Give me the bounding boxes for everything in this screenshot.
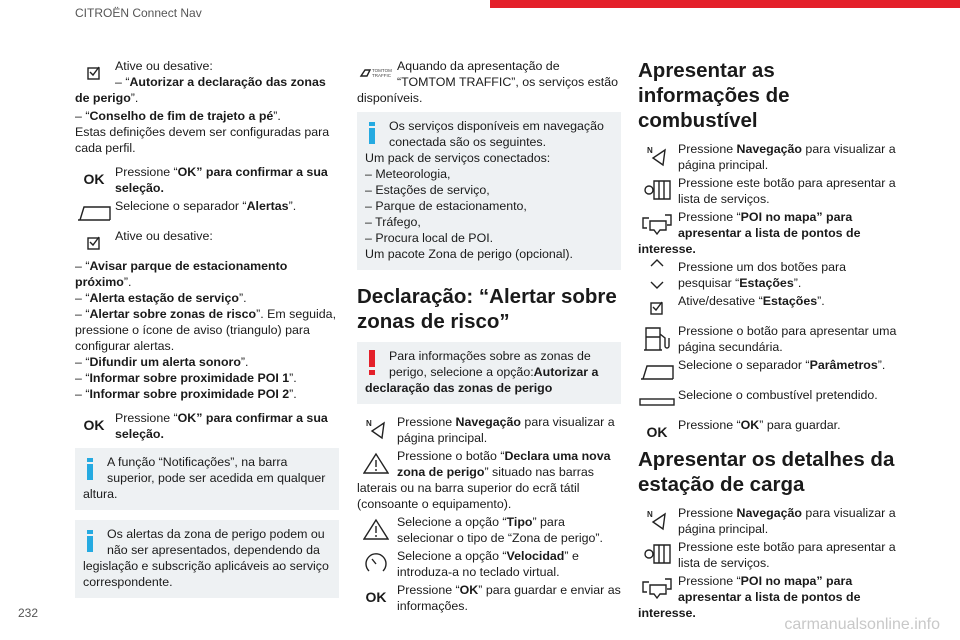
text-run: Tipo xyxy=(506,515,533,529)
text-run: Pressione “ xyxy=(678,210,741,224)
text-run: Pressione o botão “ xyxy=(397,449,505,463)
text-line xyxy=(638,141,902,173)
info-note xyxy=(75,448,339,510)
text-line xyxy=(357,448,621,512)
text-run: Velocidad xyxy=(506,549,565,563)
text-run: Autorizar a declaração das zonas de perigo xyxy=(365,365,599,395)
text-run: ” para selecionar o tipo de “Zona de perigo”. xyxy=(397,515,603,545)
text-run: – “ xyxy=(75,291,90,305)
text-line xyxy=(75,164,339,196)
header-accent-bar xyxy=(490,0,960,8)
instruction xyxy=(75,164,339,196)
text-run: Estações xyxy=(739,276,794,290)
instruction xyxy=(75,58,339,106)
text-run: Pressione um dos botões para pesquisar “ xyxy=(678,260,847,290)
instruction xyxy=(75,198,339,214)
text-run: Aquando da apresentação de “TOMTOM TRAFFIC”, os serviços estão disponíveis. xyxy=(357,59,618,105)
instruction xyxy=(357,448,621,512)
section-heading xyxy=(638,58,902,133)
text-line xyxy=(365,246,613,262)
text-run: ” e introduza-a no teclado virtual. xyxy=(397,549,579,579)
text-line xyxy=(357,514,621,546)
text-run: Selecione a opção “ xyxy=(397,515,507,529)
text-run: – Tráfego, xyxy=(365,215,421,229)
text-line xyxy=(638,539,902,571)
column-left xyxy=(75,58,339,608)
instruction xyxy=(357,514,621,546)
text-run: – “ xyxy=(75,307,90,321)
instruction xyxy=(638,175,902,207)
navigation-icon xyxy=(638,505,676,535)
text-line xyxy=(638,387,902,403)
info-icon xyxy=(83,454,101,484)
text-run: ”. xyxy=(130,91,139,105)
text-run: – “ xyxy=(75,371,90,385)
text-run: OK” para confirmar a sua seleção. xyxy=(115,165,328,195)
text-run: ”. xyxy=(238,291,247,305)
text-run: Pressione xyxy=(678,142,737,156)
text-run: – “ xyxy=(115,75,130,89)
text-run: OK xyxy=(740,418,760,432)
running-header: CITROËN Connect Nav xyxy=(75,6,202,20)
checkbox-icon xyxy=(75,228,113,258)
text-run: Navegação xyxy=(455,415,521,429)
text-line xyxy=(365,118,613,150)
instruction xyxy=(75,410,339,442)
text-run: Alerta estação de serviço xyxy=(89,291,239,305)
text-run: – Procura local de POI. xyxy=(365,231,494,245)
text-line xyxy=(638,573,902,621)
text-line xyxy=(357,284,621,334)
text-run: Pressione xyxy=(678,506,737,520)
instruction xyxy=(357,582,621,614)
text-run: ”. xyxy=(289,387,297,401)
text-run: OK” para confirmar a sua seleção. xyxy=(115,411,328,441)
text-run: Um pack de serviços conectados: xyxy=(365,151,551,165)
text-line xyxy=(75,124,339,156)
column-right xyxy=(638,58,902,623)
text-run: ”. xyxy=(793,276,802,290)
services-icon xyxy=(638,539,676,569)
text-run: Estações xyxy=(762,294,818,308)
text-run: para visualizar a página principal. xyxy=(678,506,896,536)
text-run: Informar sobre proximidade POI 2 xyxy=(89,387,290,401)
text-line xyxy=(638,209,902,257)
text-line xyxy=(75,74,339,106)
text-run: Avisar parque de estacionamento próximo xyxy=(75,259,288,289)
instruction xyxy=(638,505,902,537)
text-line xyxy=(75,198,339,214)
column-middle xyxy=(357,58,621,616)
section-heading xyxy=(638,447,902,497)
text-line xyxy=(638,175,902,207)
text-line xyxy=(75,386,339,402)
text-run: Selecione a opção “ xyxy=(397,549,507,563)
text-line xyxy=(75,108,339,124)
text-run: Ative ou desative: xyxy=(115,229,213,243)
text-run: ”. xyxy=(288,199,297,213)
text-run: – “ xyxy=(75,259,90,273)
bar-icon xyxy=(638,387,676,417)
text-run: Autorizar a declaração das zonas de perigo xyxy=(75,75,326,105)
poi-map-icon xyxy=(638,209,676,239)
text-run: ”. xyxy=(877,358,886,372)
warning-icon xyxy=(357,448,395,478)
checkbox-icon xyxy=(75,58,113,88)
text-run: POI no mapa” para apresentar a lista de pontos de interesse. xyxy=(638,210,861,256)
text-run: ”. xyxy=(240,355,249,369)
text-line xyxy=(75,290,339,306)
text-run: Selecione o separador “ xyxy=(115,199,247,213)
text-run: Difundir um alerta sonoro xyxy=(89,355,241,369)
services-icon xyxy=(638,175,676,205)
text-line xyxy=(365,150,613,166)
navigation-icon xyxy=(357,414,395,444)
text-line xyxy=(75,58,339,74)
instruction xyxy=(638,323,902,355)
text-line xyxy=(357,548,621,580)
text-run: Pressione este botão para apresentar a lista de serviços. xyxy=(678,540,896,570)
instruction xyxy=(638,293,902,309)
text-run: A função “Notificações”, na barra superior, pode ser acedida em qualquer altura. xyxy=(83,455,326,501)
text-line xyxy=(638,505,902,537)
text-line xyxy=(75,354,339,370)
text-run: Conselho de fim de trajeto a pé xyxy=(89,109,274,123)
text-line xyxy=(365,214,613,230)
text-run: ” para guardar. xyxy=(759,418,841,432)
text-run: Selecione o combustível pretendido. xyxy=(678,388,878,402)
text-run: ”. xyxy=(817,294,825,308)
text-line xyxy=(75,410,339,442)
text-run: Um pacote Zona de perigo (opcional). xyxy=(365,247,574,261)
watermark: carmanualsonline.info xyxy=(784,616,940,633)
svg-text:TRAFFIC: TRAFFIC xyxy=(372,73,391,78)
up-down-icon xyxy=(638,259,676,289)
text-line xyxy=(638,357,902,373)
instruction xyxy=(357,414,621,446)
text-line xyxy=(357,58,621,106)
text-run: ”. xyxy=(123,275,132,289)
text-line xyxy=(365,166,613,182)
text-run: Informar sobre proximidade POI 1 xyxy=(89,371,290,385)
text-run: Pressione “ xyxy=(678,418,741,432)
text-run: ”. xyxy=(273,109,281,123)
text-run: – Estações de serviço, xyxy=(365,183,490,197)
checkbox-icon xyxy=(638,293,676,323)
text-run: – “ xyxy=(75,109,90,123)
text-run: – Parque de estacionamento, xyxy=(365,199,527,213)
section-heading xyxy=(357,284,621,334)
text-line xyxy=(365,348,613,396)
text-line xyxy=(75,370,339,386)
info-icon xyxy=(83,526,101,556)
instruction xyxy=(75,258,339,402)
text-line xyxy=(75,258,339,290)
ok-icon: OK xyxy=(646,424,668,440)
text-line xyxy=(638,447,902,497)
text-run: – “ xyxy=(75,355,90,369)
text-run: – Meteorologia, xyxy=(365,167,451,181)
text-run: Os serviços disponíveis em navegação conectada são os seguintes. xyxy=(389,119,604,149)
instruction xyxy=(357,58,621,106)
text-line xyxy=(83,454,331,502)
instruction xyxy=(638,259,902,291)
text-run: Parâmetros xyxy=(809,358,878,372)
text-run: POI no mapa” para apresentar a lista de pontos de interesse. xyxy=(638,574,861,620)
info-icon xyxy=(365,118,383,148)
instruction xyxy=(75,108,339,156)
text-run: ” para guardar e enviar as informações. xyxy=(397,583,621,613)
navigation-icon xyxy=(638,141,676,171)
text-run: Apresentar as informações de combustível xyxy=(638,59,790,132)
speedometer-icon xyxy=(357,548,395,578)
fuel-icon xyxy=(638,323,676,353)
text-run: ”. Em seguida, pressione o ícone de aviso (triangulo) para configurar alertas. xyxy=(75,307,337,353)
text-run: Pressione xyxy=(397,415,456,429)
text-run: Para informações sobre as zonas de perigo, selecione a opção: xyxy=(389,349,591,379)
text-run: Os alertas da zona de perigo podem ou não ser apresentados, dependendo da legislação e subscrição aplicáveis ao serviço correspondente. xyxy=(83,527,329,589)
warning-icon xyxy=(357,514,395,544)
text-run: Pressione “ xyxy=(678,574,741,588)
text-run: – “ xyxy=(75,387,90,401)
text-run: Pressione “ xyxy=(115,411,178,425)
text-run: Alertas xyxy=(246,199,289,213)
text-run: ” situado nas barras laterais ou na barra superior do ecrã tátil (consoante o equipamento). xyxy=(357,465,594,511)
instruction xyxy=(638,417,902,440)
text-line xyxy=(83,526,331,590)
text-run: Pressione o botão para apresentar uma página secundária. xyxy=(678,324,897,354)
text-run: ”. xyxy=(289,371,297,385)
text-line xyxy=(638,293,902,309)
text-run: Declaração: “Alertar sobre zonas de risco” xyxy=(357,285,617,333)
info-note xyxy=(75,520,339,598)
ok-icon: OK xyxy=(83,417,105,433)
instruction xyxy=(638,141,902,173)
text-line xyxy=(365,198,613,214)
text-line xyxy=(365,230,613,246)
text-run: Pressione este botão para apresentar a lista de serviços. xyxy=(678,176,896,206)
text-run: Estas definições devem ser configuradas para cada perfil. xyxy=(75,125,330,155)
text-line xyxy=(75,306,339,354)
text-run: Navegação xyxy=(736,142,802,156)
tab-icon xyxy=(75,198,113,228)
text-line xyxy=(365,182,613,198)
svg-text:N: N xyxy=(647,146,653,155)
text-run: Ative/desative “ xyxy=(678,294,763,308)
instruction xyxy=(638,573,902,621)
text-run: Apresentar os detalhes da estação de carga xyxy=(638,448,895,496)
instruction xyxy=(357,548,621,580)
info-note xyxy=(357,112,621,270)
warning-note xyxy=(357,342,621,404)
text-run: Declara uma nova zona de perigo xyxy=(397,449,611,479)
tomtom-icon xyxy=(357,58,395,88)
instruction xyxy=(75,228,339,244)
text-run: Pressione “ xyxy=(397,583,460,597)
text-line xyxy=(638,58,902,133)
text-line xyxy=(75,228,339,244)
svg-text:N: N xyxy=(647,510,653,519)
text-run: Alertar sobre zonas de risco xyxy=(89,307,257,321)
exclamation-icon xyxy=(365,348,383,378)
poi-map-icon xyxy=(638,573,676,603)
text-run: para visualizar a página principal. xyxy=(397,415,615,445)
text-run: Ative ou desative: xyxy=(115,59,213,73)
instruction xyxy=(638,357,902,373)
text-line xyxy=(357,414,621,446)
text-line xyxy=(638,417,902,433)
svg-text:N: N xyxy=(366,419,372,428)
ok-icon: OK xyxy=(365,589,387,605)
ok-icon: OK xyxy=(83,171,105,187)
instruction xyxy=(638,209,902,257)
text-run: para visualizar a página principal. xyxy=(678,142,896,172)
text-line xyxy=(357,582,621,614)
text-run: Selecione o separador “ xyxy=(678,358,810,372)
instruction xyxy=(638,387,902,403)
text-run: Navegação xyxy=(736,506,802,520)
text-line xyxy=(638,323,902,355)
text-line xyxy=(638,259,902,291)
svg-text:TOMTOM: TOMTOM xyxy=(372,68,392,73)
tab-icon xyxy=(638,357,676,387)
instruction xyxy=(638,539,902,571)
text-run: Pressione “ xyxy=(115,165,178,179)
text-run: OK xyxy=(459,583,479,597)
page-number: 232 xyxy=(18,606,39,620)
